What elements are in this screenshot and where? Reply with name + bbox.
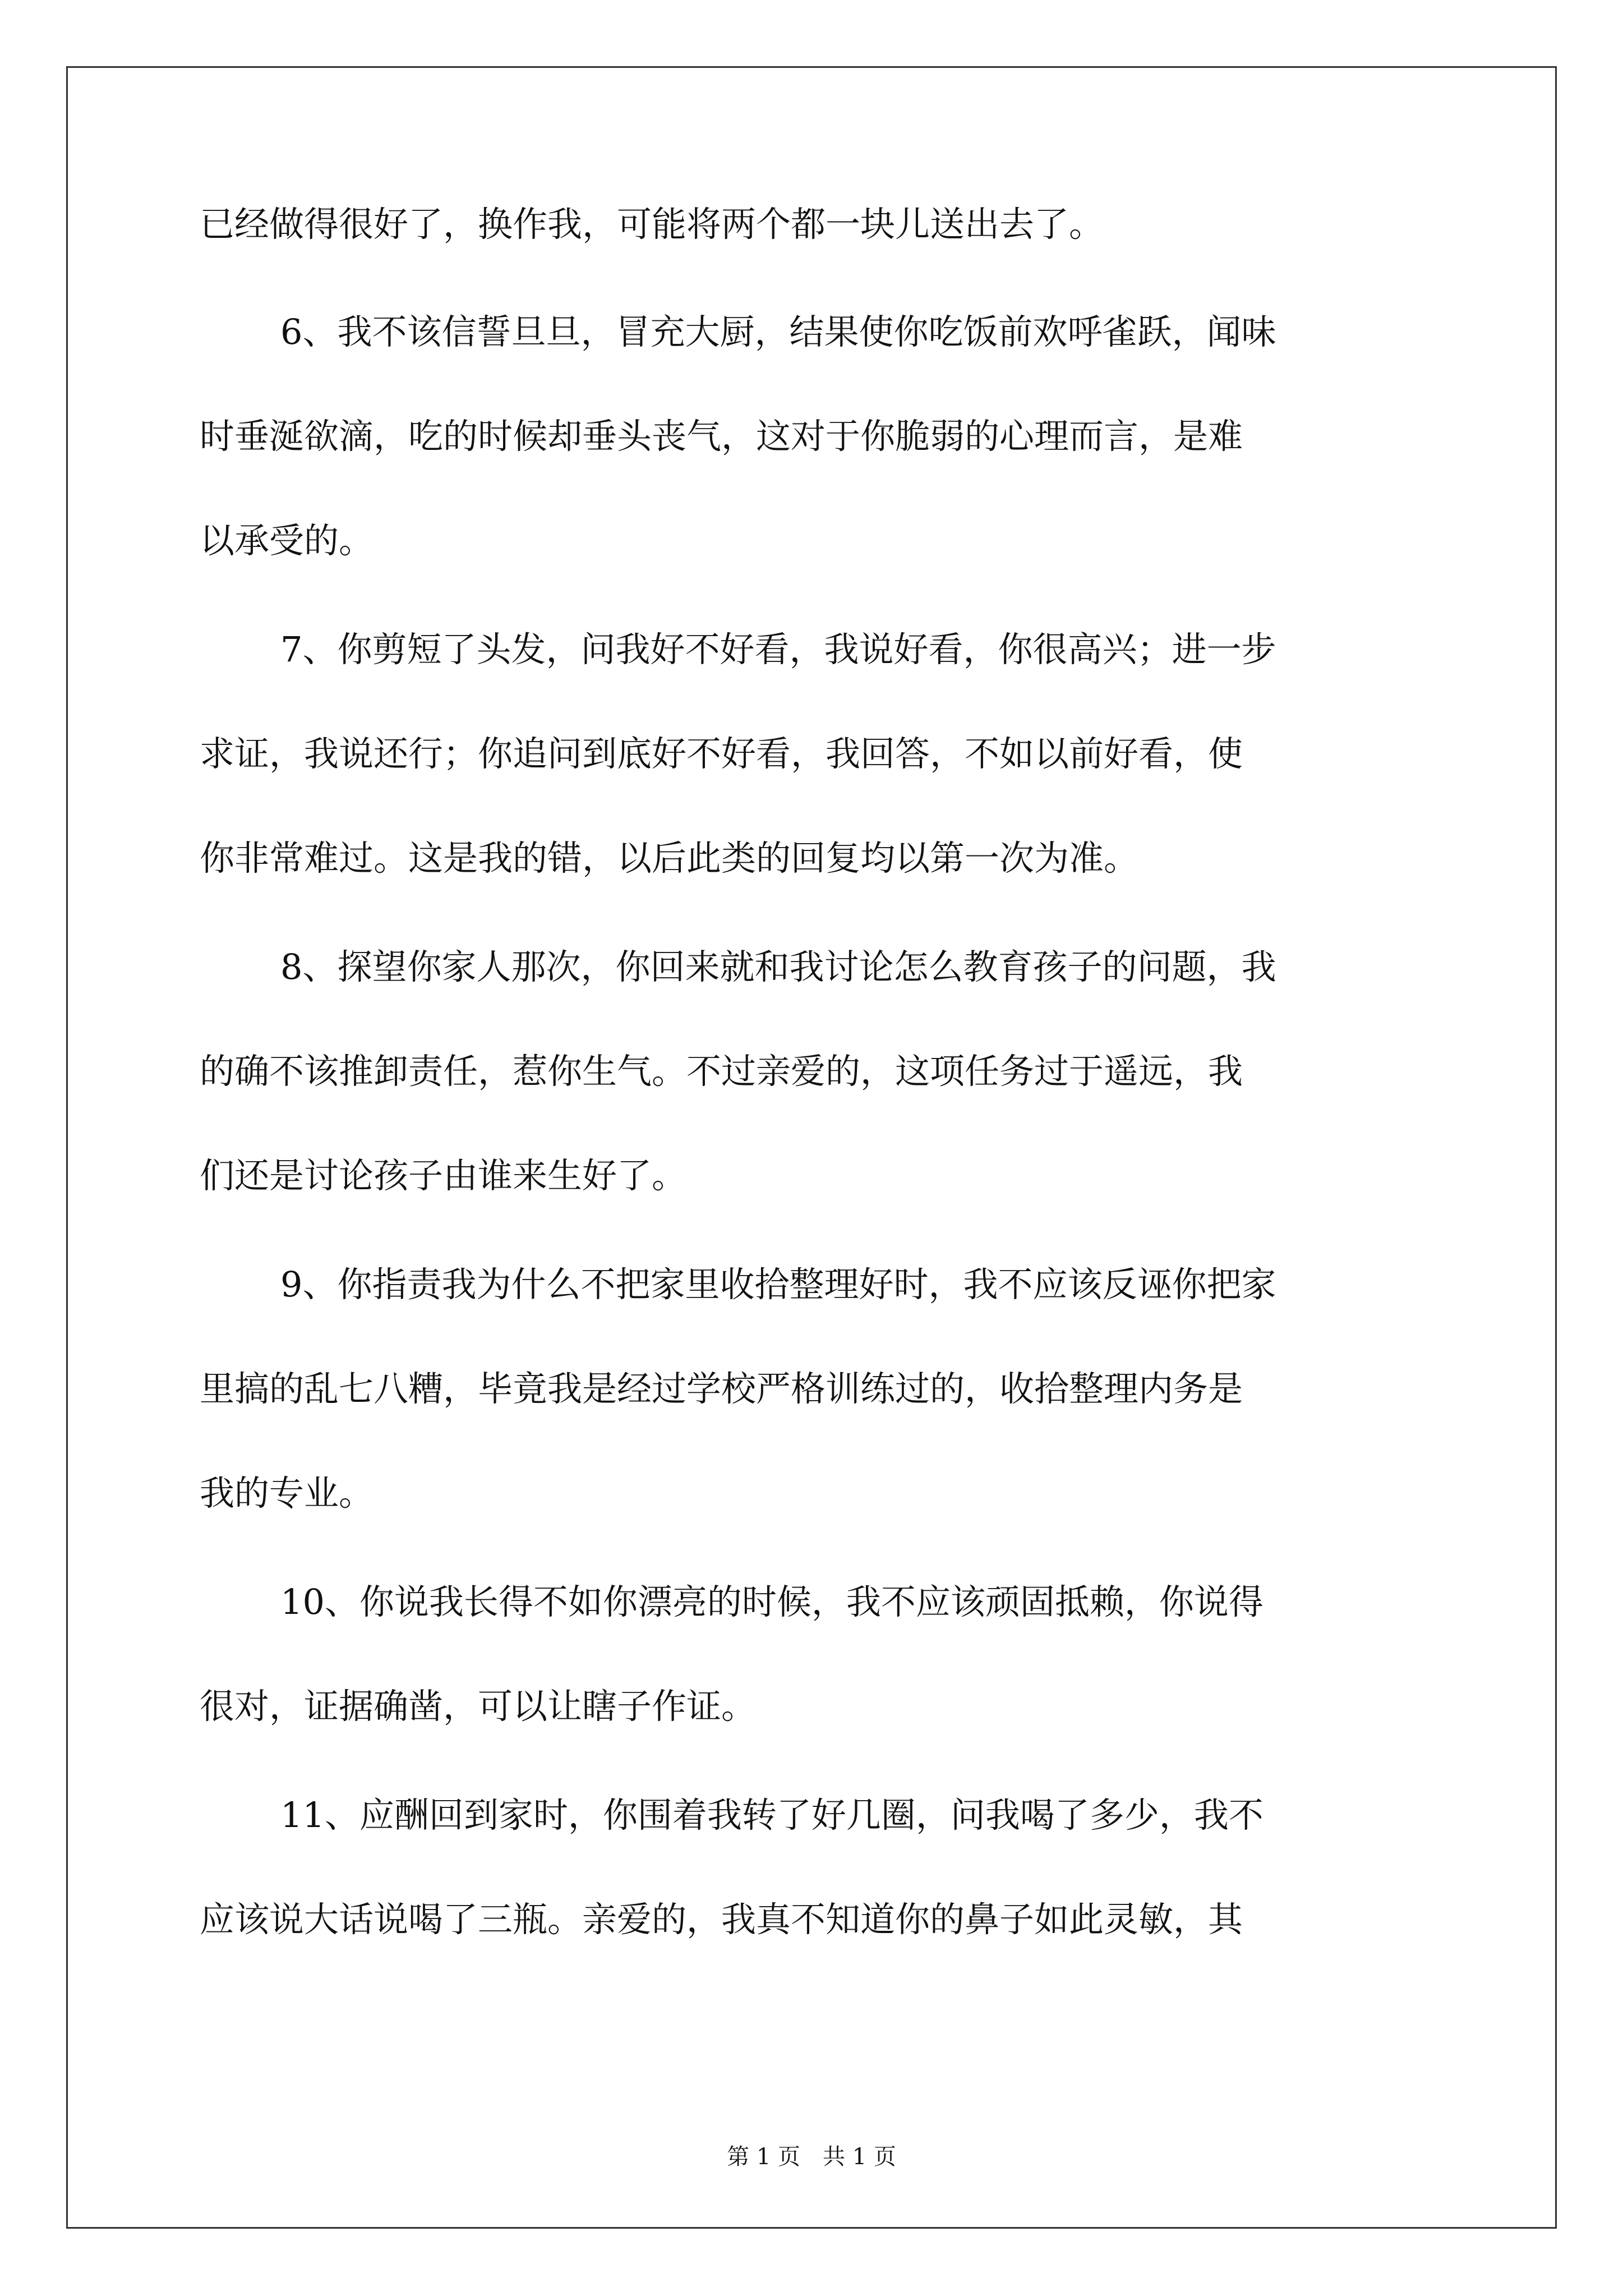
paragraph-10-line-1: 10、你说我长得不如你漂亮的时候，我不应该顽固抵赖，你说得: [280, 1581, 1264, 1622]
paragraph-9-line-2: 里搞的乱七八糟，毕竟我是经过学校严格训练过的，收拾整理内务是: [200, 1368, 1243, 1409]
paragraph-9-line-1: 9、你指责我为什么不把家里收拾整理好时，我不应该反诬你把家: [280, 1264, 1276, 1305]
paragraph-6-line-1: 6、我不该信誓旦旦，冒充大厨，结果使你吃饭前欢呼雀跃，闻味: [280, 311, 1276, 352]
paragraph-7-line-2: 求证，我说还行；你追问到底好不好看，我回答，不如以前好看，使: [200, 733, 1243, 774]
paragraph-11-line-1: 11、应酬回到家时，你围着我转了好几圈，问我喝了多少，我不: [280, 1795, 1264, 1835]
paragraph-6-line-2: 时垂涎欲滴，吃的时候却垂头丧气，这对于你脆弱的心理而言，是难: [200, 416, 1243, 457]
page-footer: 第 1 页 共 1 页: [727, 2144, 896, 2170]
paragraph-9-line-3: 我的专业。: [200, 1473, 374, 1513]
paragraph-8-line-3: 们还是讨论孩子由谁来生好了。: [200, 1155, 687, 1196]
paragraph-11-line-2: 应该说大话说喝了三瓶。亲爱的，我真不知道你的鼻子如此灵敏，其: [200, 1899, 1243, 1940]
paragraph-6-line-3: 以承受的。: [200, 520, 374, 561]
paragraph-10-line-2: 很对，证据确凿，可以让瞎子作证。: [200, 1686, 757, 1727]
paragraph-8-line-2: 的确不该推卸责任，惹你生气。不过亲爱的，这项任务过于遥远，我: [200, 1051, 1243, 1092]
paragraph-8-line-1: 8、探望你家人那次，你回来就和我讨论怎么教育孩子的问题，我: [280, 946, 1276, 987]
paragraph-7-line-1: 7、你剪短了头发，问我好不好看，我说好看，你很高兴；进一步: [280, 629, 1276, 670]
text-line: 已经做得很好了，换作我，可能将两个都一块儿送出去了。: [200, 204, 1104, 245]
paragraph-7-line-3: 你非常难过。这是我的错，以后此类的回复均以第一次为准。: [200, 838, 1139, 878]
